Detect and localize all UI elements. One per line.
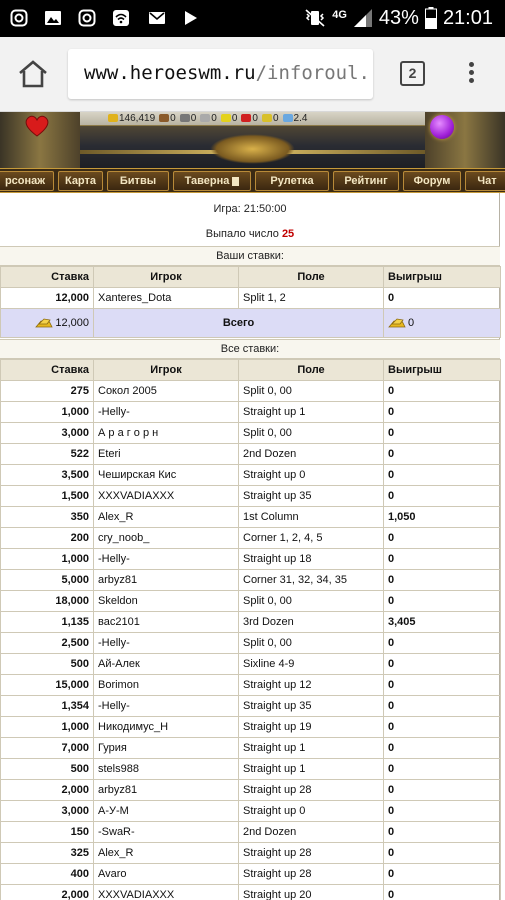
all-bets-table: [0, 359, 501, 900]
table-row: [1, 444, 501, 465]
home-icon[interactable]: [16, 59, 50, 89]
mail-icon: [148, 9, 166, 27]
total-label: Всего: [94, 309, 384, 338]
bet-player[interactable]: Ай-Алек: [94, 654, 239, 675]
bet-stake: 200: [1, 528, 94, 549]
bet-field: Straight up 12: [239, 675, 384, 696]
mercury-resource: 0: [200, 113, 217, 124]
wifi-hotspot-icon: [112, 9, 130, 27]
table-row: [1, 381, 501, 402]
nav-roulette[interactable]: Рулетка: [255, 171, 329, 191]
bet-stake: 2,500: [1, 633, 94, 654]
crystal-resource: 0: [241, 113, 258, 124]
bet-player[interactable]: XXXVADIAXXX: [94, 486, 239, 507]
bet-stake: 5,000: [1, 570, 94, 591]
table-row: [1, 486, 501, 507]
bet-stake: 275: [1, 381, 94, 402]
table-row: [1, 759, 501, 780]
address-bar[interactable]: [68, 49, 373, 99]
nav-forum[interactable]: Форум: [403, 171, 461, 191]
bet-player[interactable]: -Helly-: [94, 633, 239, 654]
bet-win: 0: [384, 654, 501, 675]
nav-tavern[interactable]: Таверна: [173, 171, 251, 191]
table-row: [1, 843, 501, 864]
bet-stake: 3,000: [1, 801, 94, 822]
total-stake: 12,000: [55, 317, 89, 329]
bet-player[interactable]: cry_noob_: [94, 528, 239, 549]
table-row: [1, 801, 501, 822]
your-bets-table: [0, 266, 501, 338]
bet-player[interactable]: вас2101: [94, 612, 239, 633]
game-header: [0, 112, 505, 168]
url-path: /inforoul.: [255, 62, 370, 84]
bet-win: 0: [384, 780, 501, 801]
table-row: [1, 570, 501, 591]
bet-win: 0: [384, 570, 501, 591]
col-stake: Ставка: [1, 360, 94, 381]
bet-player[interactable]: Alex_R: [94, 843, 239, 864]
bet-field: Straight up 28: [239, 864, 384, 885]
table-row: [1, 717, 501, 738]
bet-stake: 500: [1, 654, 94, 675]
status-bar: [0, 0, 505, 37]
bet-field: Straight up 18: [239, 549, 384, 570]
bet-player[interactable]: Skeldon: [94, 591, 239, 612]
bet-win: 0: [384, 843, 501, 864]
result-line: Выпало число 25: [205, 228, 295, 240]
table-row: [1, 402, 501, 423]
sulfur-resource: 0: [221, 113, 238, 124]
play-store-icon: [182, 9, 200, 27]
bet-win: 0: [384, 822, 501, 843]
bet-field: Split 1, 2: [239, 288, 384, 309]
bet-field: Corner 31, 32, 34, 35: [239, 570, 384, 591]
bet-win: 0: [384, 381, 501, 402]
bet-field: Sixline 4-9: [239, 654, 384, 675]
bet-player[interactable]: А р а г о р н: [94, 423, 239, 444]
roulette-info: [0, 193, 505, 900]
bet-field: Split 0, 00: [239, 633, 384, 654]
bet-field: Split 0, 00: [239, 423, 384, 444]
mana-orb-icon[interactable]: [430, 115, 454, 139]
game-nav: [0, 168, 505, 193]
bet-win: 0: [384, 675, 501, 696]
bet-win: 0: [384, 465, 501, 486]
bet-stake: 350: [1, 507, 94, 528]
all-bets-header: [1, 360, 501, 381]
table-row: [1, 696, 501, 717]
bet-field: 2nd Dozen: [239, 444, 384, 465]
bet-field: Straight up 19: [239, 717, 384, 738]
bet-stake: 522: [1, 444, 94, 465]
bet-win: 0: [384, 486, 501, 507]
table-row: [1, 288, 501, 309]
bet-win: 3,405: [384, 612, 501, 633]
col-field: Поле: [239, 360, 384, 381]
bet-win: 0: [384, 696, 501, 717]
url-host: www.heroeswm.ru: [84, 62, 256, 84]
table-row: [1, 591, 501, 612]
bet-win: 0: [384, 549, 501, 570]
bet-field: Straight up 35: [239, 486, 384, 507]
bet-player[interactable]: Никодимус_Н: [94, 717, 239, 738]
bet-stake: 12,000: [1, 288, 94, 309]
your-bets-header: [1, 267, 501, 288]
bet-player[interactable]: Гурия: [94, 738, 239, 759]
bet-stake: 2,000: [1, 780, 94, 801]
table-row: [1, 465, 501, 486]
bet-field: Straight up 1: [239, 759, 384, 780]
network-type: 4G: [332, 8, 347, 21]
bet-player[interactable]: stels988: [94, 759, 239, 780]
bet-win: 0: [384, 402, 501, 423]
bet-field: 1st Column: [239, 507, 384, 528]
bet-stake: 400: [1, 864, 94, 885]
battery-percent: 43%: [378, 6, 419, 29]
tab-switcher-button[interactable]: 2: [400, 61, 425, 86]
bet-player[interactable]: Xanteres_Dota: [94, 288, 239, 309]
bet-win: 0: [384, 528, 501, 549]
overflow-menu-icon[interactable]: [463, 59, 479, 89]
bet-field: Split 0, 00: [239, 591, 384, 612]
bet-stake: 1,000: [1, 402, 94, 423]
bet-stake: 7,000: [1, 738, 94, 759]
diamond-resource: 2.4: [283, 113, 308, 124]
bet-field: Straight up 0: [239, 801, 384, 822]
bet-player[interactable]: Alex_R: [94, 507, 239, 528]
bet-stake: 150: [1, 822, 94, 843]
bet-player[interactable]: arbyz81: [94, 570, 239, 591]
clock: 21:01: [442, 6, 493, 29]
table-row: [1, 675, 501, 696]
bet-win: 0: [384, 885, 501, 900]
bet-win: 0: [384, 801, 501, 822]
your-bets-title: Ваши ставки:: [0, 246, 500, 266]
col-player: Игрок: [94, 267, 239, 288]
instagram-icon: [10, 9, 28, 27]
bet-win: 0: [384, 633, 501, 654]
table-row: [1, 528, 501, 549]
table-row: [1, 423, 501, 444]
gold-icon: [388, 318, 406, 329]
nav-map[interactable]: Карта: [58, 171, 103, 191]
bet-stake: 325: [1, 843, 94, 864]
instagram-icon: [78, 9, 96, 27]
col-field: Поле: [239, 267, 384, 288]
bet-player[interactable]: -Helly-: [94, 696, 239, 717]
bet-player[interactable]: -Helly-: [94, 549, 239, 570]
bet-player[interactable]: А-У-М: [94, 801, 239, 822]
table-row: [1, 549, 501, 570]
bet-stake: 500: [1, 759, 94, 780]
bet-stake: 1,000: [1, 717, 94, 738]
health-heart-icon[interactable]: [24, 114, 50, 138]
table-row: [1, 780, 501, 801]
col-win: Выигрыш: [384, 267, 501, 288]
bet-win: 0: [384, 864, 501, 885]
bet-field: Split 0, 00: [239, 381, 384, 402]
bet-stake: 18,000: [1, 591, 94, 612]
col-win: Выигрыш: [384, 360, 501, 381]
bet-field: Straight up 1: [239, 402, 384, 423]
bet-field: Straight up 1: [239, 738, 384, 759]
table-row: [1, 738, 501, 759]
table-row: [1, 654, 501, 675]
bet-player[interactable]: Чеширская Кис: [94, 465, 239, 486]
bet-stake: 1,354: [1, 696, 94, 717]
bet-player[interactable]: -Helly-: [94, 402, 239, 423]
col-player: Игрок: [94, 360, 239, 381]
bet-stake: 3,000: [1, 423, 94, 444]
result-number: 25: [281, 228, 295, 240]
bet-stake: 1,500: [1, 486, 94, 507]
total-row: [1, 309, 501, 338]
bet-win: 0: [384, 738, 501, 759]
bet-player[interactable]: Borimon: [94, 675, 239, 696]
battery-icon: [425, 7, 437, 29]
bet-win: 0: [384, 444, 501, 465]
tavern-card-icon: [232, 177, 239, 186]
bet-win: 0: [384, 423, 501, 444]
bet-player[interactable]: XXXVADIAXXX: [94, 885, 239, 900]
bet-win: 0: [384, 717, 501, 738]
bet-win: 0: [384, 288, 501, 309]
gold-icon: [35, 318, 53, 329]
nav-rating[interactable]: Рейтинг: [333, 171, 399, 191]
table-row: [1, 864, 501, 885]
total-win-cell: [384, 309, 501, 338]
bet-player[interactable]: Сокол 2005: [94, 381, 239, 402]
bet-stake: 1,000: [1, 549, 94, 570]
bet-player[interactable]: Eteri: [94, 444, 239, 465]
bet-field: Straight up 28: [239, 843, 384, 864]
gallery-icon: [44, 9, 62, 27]
bet-field: Straight up 28: [239, 780, 384, 801]
bet-field: 2nd Dozen: [239, 822, 384, 843]
table-row: [1, 612, 501, 633]
gems-resource: 0: [262, 113, 279, 124]
bet-field: Straight up 0: [239, 465, 384, 486]
total-win: 0: [408, 317, 415, 329]
nav-battles[interactable]: Битвы: [107, 171, 169, 191]
total-stake-cell: [1, 309, 94, 338]
bet-win: 0: [384, 759, 501, 780]
col-stake: Ставка: [1, 267, 94, 288]
bet-stake: 2,000: [1, 885, 94, 900]
bet-win: 0: [384, 591, 501, 612]
browser-toolbar: [0, 37, 505, 112]
bet-field: 3rd Dozen: [239, 612, 384, 633]
ore-resource: 0: [180, 113, 197, 124]
bet-field: Straight up 20: [239, 885, 384, 900]
table-row: [1, 885, 501, 900]
bet-stake: 3,500: [1, 465, 94, 486]
bet-stake: 1,135: [1, 612, 94, 633]
wood-resource: 0: [159, 113, 176, 124]
roulette-frame: [0, 193, 500, 900]
gold-resource: 146,419: [108, 113, 155, 124]
table-row: [1, 633, 501, 654]
vibrate-mute-icon: [304, 8, 326, 28]
nav-character[interactable]: рсонаж: [0, 171, 54, 191]
bet-player[interactable]: arbyz81: [94, 780, 239, 801]
bet-win: 1,050: [384, 507, 501, 528]
table-row: [1, 507, 501, 528]
bet-field: Corner 1, 2, 4, 5: [239, 528, 384, 549]
bet-field: Straight up 35: [239, 696, 384, 717]
game-time: Игра: 21:50:00: [213, 203, 287, 215]
table-row: [1, 822, 501, 843]
header-crest: [210, 134, 295, 164]
nav-chat[interactable]: Чат: [465, 171, 505, 191]
bet-player[interactable]: -SwaR-: [94, 822, 239, 843]
signal-icon: [353, 8, 373, 28]
bet-player[interactable]: Avaro: [94, 864, 239, 885]
bet-stake: 15,000: [1, 675, 94, 696]
all-bets-title: Все ставки:: [0, 339, 500, 359]
resources-bar: [80, 112, 425, 126]
